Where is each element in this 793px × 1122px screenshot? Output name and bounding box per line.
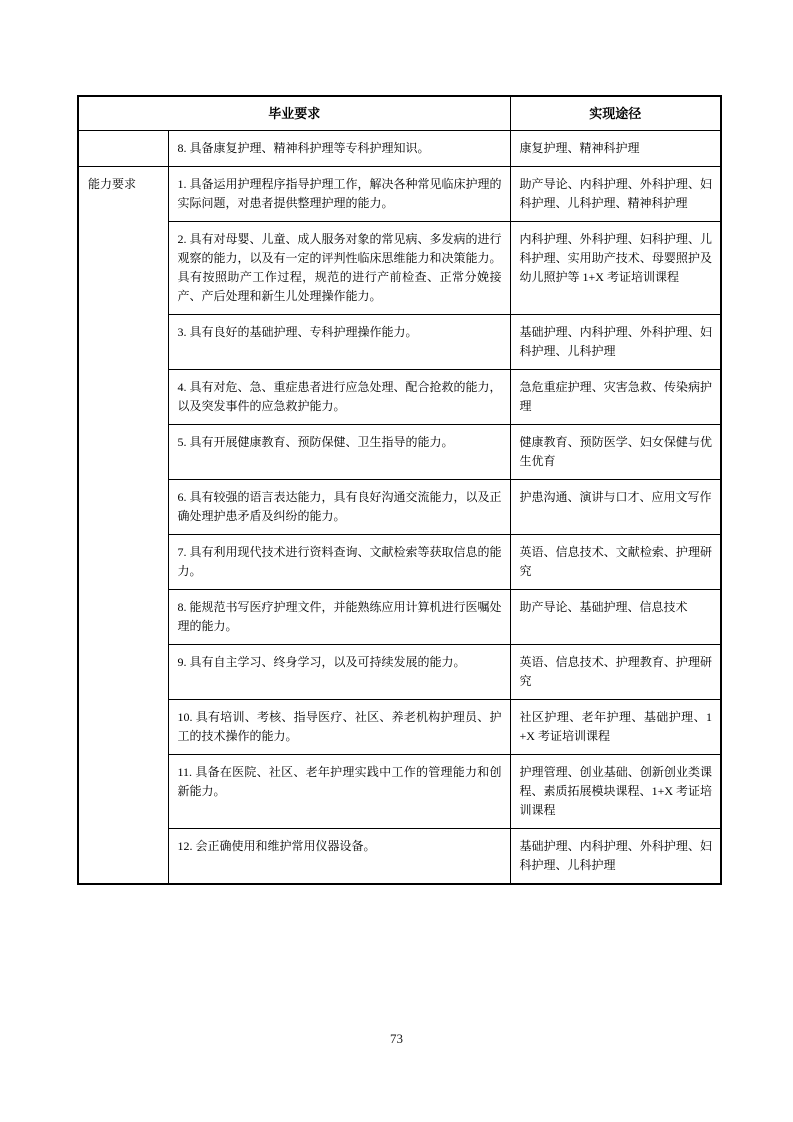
requirement-cell: 7. 具有利用现代技术进行资料查询、文献检索等获取信息的能力。 [168, 535, 510, 590]
path-cell: 社区护理、老年护理、基础护理、1+X 考证培训课程 [510, 700, 721, 755]
requirement-cell: 12. 会正确使用和维护常用仪器设备。 [168, 829, 510, 885]
path-cell: 护患沟通、演讲与口才、应用文写作 [510, 480, 721, 535]
requirement-cell: 1. 具备运用护理程序指导护理工作，解决各种常见临床护理的实际问题，对患者提供整理护理的能力。 [168, 167, 510, 222]
table-row [78, 829, 721, 885]
path-cell: 急危重症护理、灾害急救、传染病护理 [510, 370, 721, 425]
requirement-cell: 8. 具备康复护理、精神科护理等专科护理知识。 [168, 131, 510, 167]
path-cell: 基础护理、内科护理、外科护理、妇科护理、儿科护理 [510, 829, 721, 885]
path-cell: 健康教育、预防医学、妇女保健与优生优育 [510, 425, 721, 480]
table-row [78, 645, 721, 700]
page-number: 73 [390, 1031, 403, 1046]
path-cell: 助产导论、内科护理、外科护理、妇科护理、儿科护理、精神科护理 [510, 167, 721, 222]
header-graduation-requirements: 毕业要求 [78, 96, 510, 131]
table-row [78, 370, 721, 425]
path-cell: 英语、信息技术、护理教育、护理研究 [510, 645, 721, 700]
requirement-cell: 11. 具备在医院、社区、老年护理实践中工作的管理能力和创新能力。 [168, 755, 510, 829]
path-cell: 内科护理、外科护理、妇科护理、儿科护理、实用助产技术、母婴照护及幼儿照护等 1+X 考证培训课程 [510, 222, 721, 315]
requirement-cell: 8. 能规范书写医疗护理文件，并能熟练应用计算机进行医嘱处理的能力。 [168, 590, 510, 645]
table-row [78, 315, 721, 370]
requirement-cell: 9. 具有自主学习、终身学习，以及可持续发展的能力。 [168, 645, 510, 700]
table-row [78, 700, 721, 755]
path-cell: 英语、信息技术、文献检索、护理研究 [510, 535, 721, 590]
path-cell: 护理管理、创业基础、创新创业类课程、素质拓展模块课程、1+X 考证培训课程 [510, 755, 721, 829]
section-label-ability-requirements: 能力要求 [78, 167, 168, 885]
table-row-carryover [78, 131, 721, 167]
requirement-cell: 2. 具有对母婴、儿童、成人服务对象的常见病、多发病的进行观察的能力，以及有一定的评判性临床思维能力和决策能力。具有按照助产工作过程，规范的进行产前检查、正常分娩接产、产后处理和新生儿处理操作能力。 [168, 222, 510, 315]
table-row [78, 590, 721, 645]
table-row [78, 425, 721, 480]
requirement-cell: 4. 具有对危、急、重症患者进行应急处理、配合抢救的能力，以及突发事件的应急救护能力。 [168, 370, 510, 425]
table-row [78, 222, 721, 315]
graduation-requirements-table [77, 95, 722, 885]
path-cell: 助产导论、基础护理、信息技术 [510, 590, 721, 645]
table-row [78, 755, 721, 829]
table-header-row [78, 96, 721, 131]
requirement-cell: 6. 具有较强的语言表达能力，具有良好沟通交流能力，以及正确处理护患矛盾及纠纷的能力。 [168, 480, 510, 535]
requirement-cell: 5. 具有开展健康教育、预防保健、卫生指导的能力。 [168, 425, 510, 480]
requirement-cell: 3. 具有良好的基础护理、专科护理操作能力。 [168, 315, 510, 370]
path-cell: 基础护理、内科护理、外科护理、妇科护理、儿科护理 [510, 315, 721, 370]
path-cell: 康复护理、精神科护理 [510, 131, 721, 167]
table-row [78, 535, 721, 590]
header-implementation-paths: 实现途径 [510, 96, 721, 131]
table-row [78, 167, 721, 222]
empty-section-cell [78, 131, 168, 167]
requirement-cell: 10. 具有培训、考核、指导医疗、社区、养老机构护理员、护工的技术操作的能力。 [168, 700, 510, 755]
table-row [78, 480, 721, 535]
